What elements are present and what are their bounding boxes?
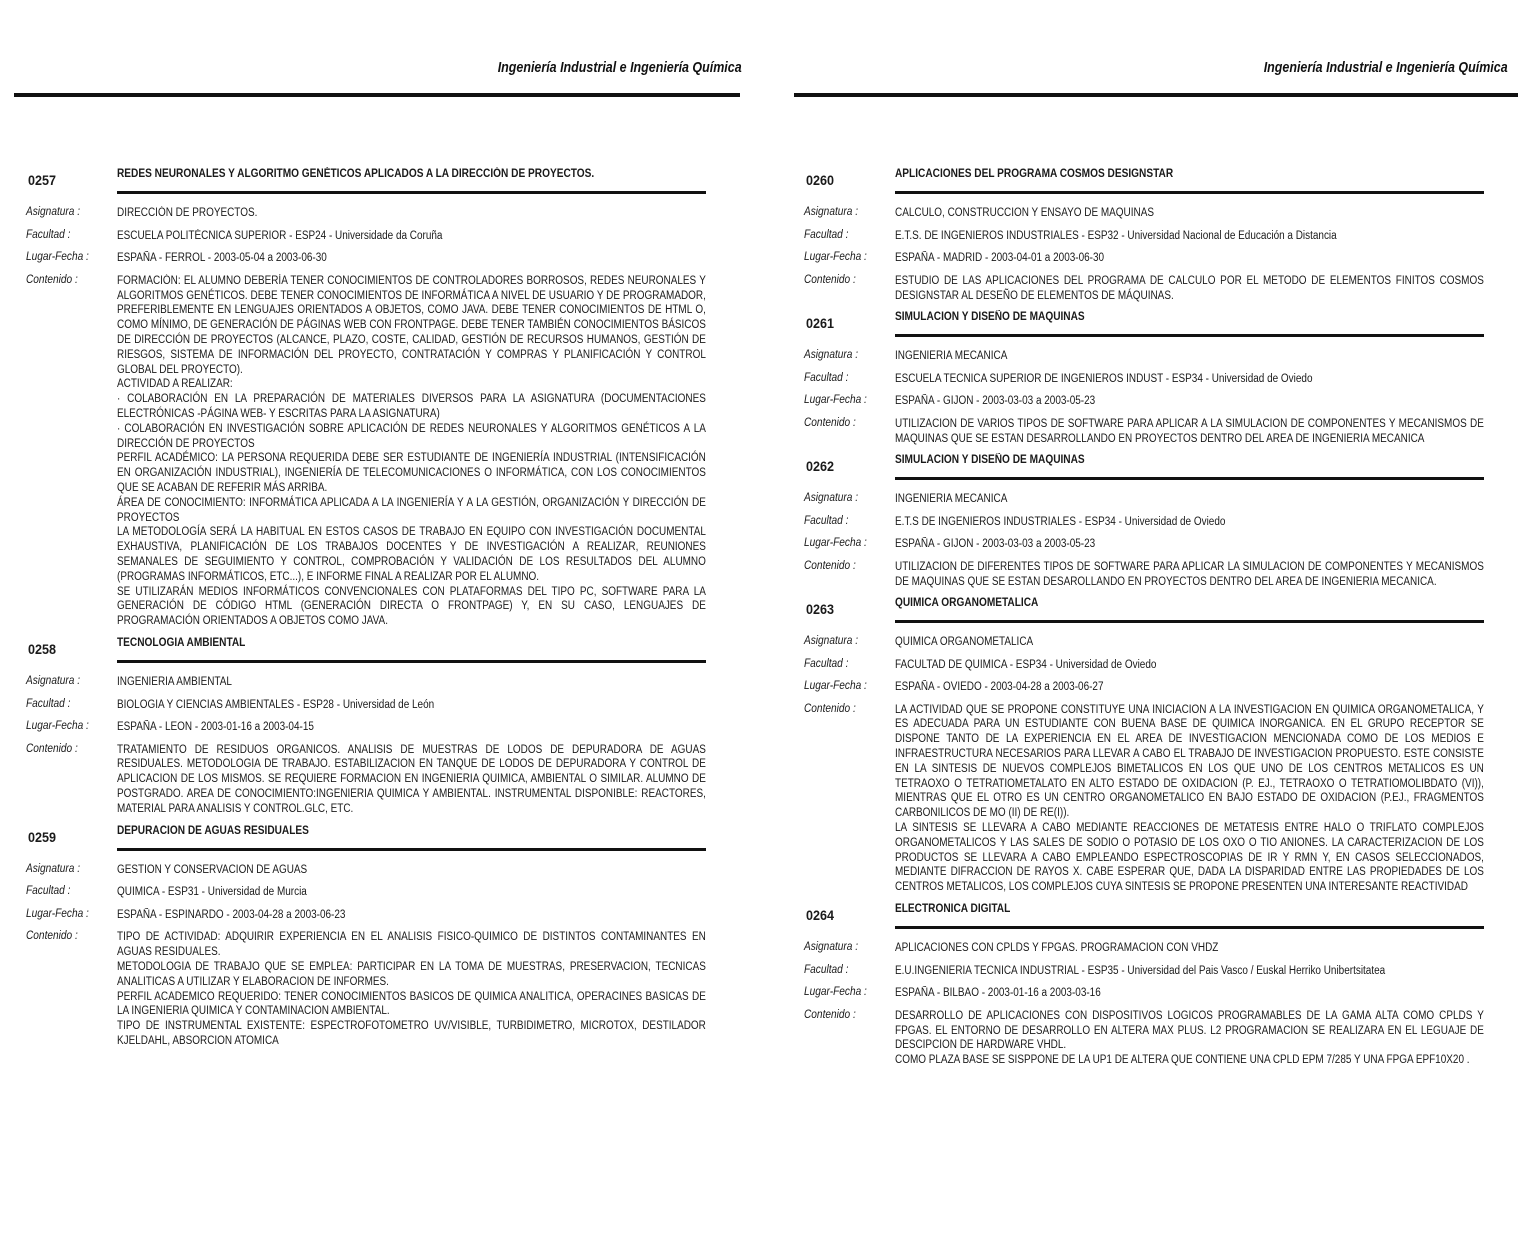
field-value: ESCUELA TECNICA SUPERIOR DE INGENIEROS INDUST - ESP34 - Universidad de Oviedo (895, 372, 1313, 385)
field-label: Asignatura : (26, 206, 81, 218)
field-label: Lugar-Fecha : (804, 251, 867, 264)
field-contenido (804, 703, 1484, 895)
field-label: Lugar-Fecha : (26, 251, 89, 264)
entry (26, 168, 706, 629)
header-rule (14, 93, 740, 97)
field-label: Asignatura : (26, 862, 81, 875)
field-facultad (26, 885, 706, 900)
field-label: Contenido : (804, 1008, 856, 1021)
field-contenido (804, 560, 1484, 590)
entry-list (26, 168, 706, 1057)
entry-rule (117, 660, 706, 663)
header-rule (794, 93, 1518, 97)
entry-title: ELECTRONICA DIGITAL (895, 903, 1011, 916)
field-lugar-fecha (804, 394, 1484, 409)
field-value: INGENIERIA MECANICA (895, 492, 1008, 505)
field-label: Facultad : (26, 697, 71, 710)
field-value: INGENIERIA MECANICA (895, 349, 1008, 362)
entry (26, 637, 706, 817)
entry (26, 825, 706, 1049)
entry-title: REDES NEURONALES Y ALGORITMO GENÉTICOS APLICADOS A LA DIRECCIÓN DE PROYECTOS. (117, 168, 595, 180)
entry-title: SIMULACION Y DISEÑO DE MAQUINAS (895, 310, 1085, 323)
entry-rule (117, 191, 706, 194)
entry-rule (117, 848, 706, 851)
field-value: ESPAÑA - BILBAO - 2003-01-16 a 2003-03-16 (895, 987, 1101, 1000)
entry-rule (895, 926, 1484, 929)
field-lugar-fecha (804, 251, 1484, 266)
field-lugar-fecha (804, 986, 1484, 1001)
field-contenido (804, 274, 1484, 304)
field-facultad (26, 698, 706, 713)
entry (804, 903, 1484, 1068)
entry (804, 597, 1484, 895)
field-value: ESPAÑA - FERROL - 2003-05-04 a 2003-06-30 (117, 252, 327, 265)
field-label: Lugar-Fecha : (26, 907, 89, 920)
field-value: ESPAÑA - GIJON - 2003-03-03 a 2003-05-23 (895, 538, 1096, 551)
field-value: ESPAÑA - MADRID - 2003-04-01 a 2003-06-30 (895, 252, 1105, 265)
field-label: Asignatura : (804, 941, 859, 954)
field-value: APLICACIONES CON CPLDS Y FPGAS. PROGRAMACION CON VHDZ (895, 942, 1219, 955)
field-label: Contenido : (804, 559, 856, 572)
field-label: Asignatura : (26, 674, 81, 687)
field-content: UTILIZACION DE VARIOS TIPOS DE SOFTWARE PARA APLICAR A LA SIMULACION DE COMPONENTES Y MECANISMOS DE MAQUINAS QUE SE ESTAN DESARROLLANDO EN PROYECTOS DENTRO DEL AREA DE INGENIERIA MECANICA (895, 417, 1484, 445)
field-label: Facultad : (804, 657, 849, 670)
entry-title: SIMULACION Y DISEÑO DE MAQUINAS (895, 453, 1085, 466)
field-facultad (26, 229, 706, 244)
field-value: QUIMICA - ESP31 - Universidad de Murcia (117, 886, 307, 899)
field-content: LA ACTIVIDAD QUE SE PROPONE CONSTITUYE UNA INICIACION A LA INVESTIGACION EN QUIMICA ORGANOMETALICA, Y ES ADECUADA PARA UN ESTUDIANTE CON BUENA BASE DE QUIMICA INORGANICA. EN EL GRUPO RECEPTOR SE DISPONE TANTO DE LA EXPERIENCIA EN EL AREA DE INVESTIGACION MENCIONADA COMO DE LOS MEDIOS E INFRAESTRUCTURA NECESARIOS PARA LLEVAR A CABO EL TRABAJO DE INVESTIGACION PROPUESTO. ESTE CONSISTE EN LA SINTESIS DE NUEVOS COMPLEJOS BIMETALICOS EN LOS QUE UNO DE LOS CENTROS METALICOS ES UN TETRAOXO O TETRATIOMETALATO EN ALTO ESTADO DE OXIDACION (P. EJ., TETRAOXO O TETRATIOMOLIBDATO (VI)), MIENTRAS QUE EL OTRO ES UN CENTRO ORGANOMETALICO EN BAJO ESTADO DE OXIDACION (P.EJ., FRAGMENTOS CARBONILICOS DE MO (II) DE RE(I)). LA SINTESIS SE LLEVARA A CABO MEDIANTE REACCIONES DE METATESIS ENTRE HALO O TRIFLATO COMPLEJOS ORGANOMETALICOS Y LAS SALES DE SODIO O POTASIO DE LOS OXO O TIO ANIONES. LA CARACTERIZACION DE LOS PRODUCTOS SE LLEVARA A CABO EMPLEANDO ESPECTROSCOPIAS DE IR Y RMN Y, EN CASOS SELECCIONADOS, MEDIANTE DIFRACCION DE RAYOS X. CABE ESPERAR QUE, DADA LA DISPARIDAD ENTRE LAS PROPIEDADES DE LOS CENTROS METALICOS, LOS COMPLEJOS CUYA SINTESIS SE PROPONE PRESENTEN UNA INTERESANTE REACTIVIDAD (895, 703, 1484, 894)
entry (804, 311, 1484, 446)
entry (804, 168, 1484, 303)
page-header-title: Ingeniería Industrial e Ingeniería Química (498, 60, 742, 76)
field-asignatura (804, 349, 1484, 364)
entry-rule (895, 477, 1484, 480)
field-lugar-fecha (26, 908, 706, 923)
entry-rule (895, 191, 1484, 194)
field-label: Asignatura : (804, 491, 859, 504)
field-value: E.T.S. DE INGENIEROS INDUSTRIALES - ESP32 - Universidad Nacional de Educación a Distancia (895, 229, 1337, 242)
field-content: FORMACIÓN: EL ALUMNO DEBERÍA TENER CONOCIMIENTOS DE CONTROLADORES BORROSOS, REDES NEURONALES Y ALGORITMOS GENÉTICOS. DEBE TENER CONOCIMIENTOS DE INFORMÁTICA A NIVEL DE USUARIO Y DE PROGRAMADOR, PREFERIBLEMENTE EN LENGUAJES ORIENTADOS A OBJETOS, COMO JAVA. DEBE TENER CONOCIMIENTOS DE HTML O, COMO MÍNIMO, DE GENERACIÓN DE PÁGINAS WEB CON FRONTPAGE. DEBE TENER TAMBIÉN CONOCIMIENTOS BÁSICOS DE DIRECCIÓN DE PROYECTOS (ALCANCE, PLAZO, COSTE, CALIDAD, GESTIÓN DE RECURSOS HUMANOS, GESTIÓN DE RIESGOS, SISTEMA DE INFORMACIÓN DEL PROYECTO, CONTRATACIÓN Y COMPRAS Y PLANIFICACIÓN Y CONTROL GLOBAL DEL PROYECTO). ACTIVIDAD A REALIZAR: · COLABORACIÓN EN LA PREPARACIÓN DE MATERIALES DIVERSOS PARA LA ASIGNATURA (DOCUMENTACIONES ELECTRÓNICAS -PÁGINA WEB- Y ESCRITAS PARA LA ASIGNATURA) · COLABORACIÓN EN INVESTIGACIÓN SOBRE APLICACIÓN DE REDES NEURONALES Y ALGORITMOS GENÉTICOS A LA DIRECCIÓN DE PROYECTOS PERFIL ACADÉMICO: LA PERSONA REQUERIDA DEBE SER ESTUDIANTE DE INGENIERÍA INDUSTRIAL (INTENSIFICACIÓN EN ORGANIZACIÓN INDUSTRIAL), INGENIERÍA DE TELECOMUNICACIONES O INFORMÁTICA, CON LOS CONOCIMIENTOS QUE SE ACABAN DE REFERIR MÁS ARRIBA. ÁREA DE CONOCIMIENTO: INFORMÁTICA APLICADA A LA INGENIERÍA Y A LA GESTIÓN, ORGANIZACIÓN Y DIRECCIÓN DE PROYECTOS LA METODOLOGÍA SERÁ LA HABITUAL EN ESTOS CASOS DE TRABAJO EN EQUIPO CON INVESTIGACIÓN DOCUMENTAL EXHAUSTIVA, PLANIFICACIÓN DE LOS TRABAJOS DOCENTES Y DE INVESTIGACIÓN A REALIZAR, REUNIONES SEMANALES DE SEGUIMIENTO Y CONTROL, COMPROBACIÓN Y VALIDACIÓN DE LOS RESULTADOS DEL ALUMNO (PROGRAMAS INFORMÁTICOS, ETC...), E INFORME FINAL A REALIZAR POR EL ALUMNO. SE UTILIZARÁN MEDIOS INFORMÁTICOS CONVENCIONALES CON PLATAFORMAS DEL TIPO PC, SOFTWARE PARA LA GENERACIÓN DE CÓDIGO HTML (GENERACIÓN DIRECTA O FRONTPAGE) Y, EN SU CASO, LENGUAJES DE PROGRAMACIÓN ORIENTADOS A OBJETOS COMO JAVA. (117, 274, 706, 628)
entry-title: DEPURACION DE AGUAS RESIDUALES (117, 824, 309, 837)
right-page (780, 0, 1532, 1238)
field-label: Contenido : (26, 930, 78, 943)
entry-number: 0263 (806, 600, 835, 617)
field-value: INGENIERIA AMBIENTAL (117, 675, 232, 688)
field-value: BIOLOGIA Y CIENCIAS AMBIENTALES - ESP28 - Universidad de León (117, 698, 435, 711)
field-content: ESTUDIO DE LAS APLICACIONES DEL PROGRAMA DE CALCULO POR EL METODO DE ELEMENTOS FINITOS COSMOS DESIGNSTAR AL DESEÑO DE ELEMENTOS DE MÁQUINAS. (895, 274, 1484, 302)
field-asignatura (804, 492, 1484, 507)
field-label: Lugar-Fecha : (804, 680, 867, 693)
field-label: Facultad : (804, 963, 849, 976)
field-facultad (804, 658, 1484, 673)
field-label: Contenido : (26, 742, 78, 755)
field-lugar-fecha (804, 680, 1484, 695)
field-value: QUIMICA ORGANOMETALICA (895, 635, 1034, 648)
field-lugar-fecha (26, 251, 706, 266)
field-label: Lugar-Fecha : (804, 986, 867, 999)
field-contenido (804, 417, 1484, 447)
field-label: Facultad : (804, 371, 849, 384)
field-value: ESPAÑA - GIJON - 2003-03-03 a 2003-05-23 (895, 395, 1096, 408)
field-facultad (804, 964, 1484, 979)
field-label: Lugar-Fecha : (804, 537, 867, 550)
field-asignatura (26, 863, 706, 878)
field-label: Contenido : (804, 702, 856, 715)
field-content: UTILIZACION DE DIFERENTES TIPOS DE SOFTWARE PARA APLICAR LA SIMULACION DE COMPONENTES Y MECANISMOS DE MAQUINAS QUE SE ESTAN DESAROLLANDO EN PROYECTOS DENTRO DEL AREA DE INGENIERIA MECANICA. (895, 560, 1484, 588)
field-asignatura (26, 206, 706, 221)
field-lugar-fecha (804, 537, 1484, 552)
field-content: DESARROLLO DE APLICACIONES CON DISPOSITIVOS LOGICOS PROGRAMABLES DE LA GAMA ALTA COMO CPLDS Y FPGAS. EL ENTORNO DE DESARROLLO EN ALTERA MAX PLUS. L2 PROGRAMACION SE REALIZARA EN EL LEGUAJE DE DESCIPCION DE HARDWARE VHDL. COMO PLAZA BASE SE SISPPONE DE LA UP1 DE ALTERA QUE CONTIENE UNA CPLD EPM 7/285 Y UNA FPGA EPF10X20 . (895, 1009, 1484, 1067)
page-header-title: Ingeniería Industrial e Ingeniería Química (1264, 60, 1508, 76)
field-label: Lugar-Fecha : (804, 394, 867, 407)
field-asignatura (804, 635, 1484, 650)
field-value: FACULTAD DE QUIMICA - ESP34 - Universidad de Oviedo (895, 658, 1157, 671)
field-label: Facultad : (804, 228, 849, 241)
entry-number: 0262 (806, 457, 835, 474)
field-label: Lugar-Fecha : (26, 720, 89, 733)
field-contenido (26, 743, 706, 817)
field-value: DIRECCIÓN DE PROYECTOS. (117, 207, 258, 219)
field-value: ESPAÑA - OVIEDO - 2003-04-28 a 2003-06-27 (895, 681, 1104, 694)
field-contenido (804, 1009, 1484, 1068)
field-asignatura (26, 675, 706, 690)
field-facultad (804, 515, 1484, 530)
entry-rule (895, 334, 1484, 337)
field-label: Facultad : (26, 885, 71, 898)
entry-list (804, 168, 1484, 1076)
field-contenido (26, 930, 706, 1048)
field-label: Asignatura : (804, 634, 859, 647)
entry (804, 454, 1484, 589)
entry-title: QUIMICA ORGANOMETALICA (895, 596, 1039, 609)
entry-number: 0261 (806, 314, 835, 331)
entry-number: 0264 (806, 907, 835, 924)
field-facultad (804, 229, 1484, 244)
field-label: Asignatura : (804, 206, 859, 218)
field-value: ESPAÑA - LEON - 2003-01-16 a 2003-04-15 (117, 721, 314, 734)
field-value: ESCUELA POLITÉCNICA SUPERIOR - ESP24 - Universidade da Coruña (117, 229, 443, 242)
field-value: E.T.S DE INGENIEROS INDUSTRIALES - ESP34 - Universidad de Oviedo (895, 515, 1226, 528)
field-value: CALCULO, CONSTRUCCION Y ENSAYO DE MAQUINAS (895, 207, 1154, 219)
field-label: Contenido : (804, 416, 856, 429)
field-label: Contenido : (804, 273, 856, 286)
entry-rule (895, 620, 1484, 623)
field-value: E.U.INGENIERIA TECNICA INDUSTRIAL - ESP35 - Universidad del Pais Vasco / Euskal Herriko Unibertsitatea (895, 964, 1386, 977)
field-value: ESPAÑA - ESPINARDO - 2003-04-28 a 2003-06-23 (117, 908, 346, 921)
field-content: TRATAMIENTO DE RESIDUOS ORGANICOS. ANALISIS DE MUESTRAS DE LODOS DE DEPURADORA DE AGUAS RESIDUALES. METODOLOGIA DE TRABAJO. ESTABILIZACION EN TANQUE DE LODOS DE DEPURADORA Y CONTROL DE APLICACION DE LOS MISMOS. SE REQUIERE FORMACION EN INGENIERIA QUIMICA, AMBIENTAL O SIMILAR. ALUMNO DE POSTGRADO. AREA DE CONOCIMIENTO:INGENIERIA QUIMICA Y AMBIENTAL. INSTRUMENTAL DISPONIBLE: REACTORES, MATERIAL PARA ANALISIS Y CONTROL.GLC, ETC. (117, 743, 706, 815)
entry-number: 0257 (28, 172, 57, 188)
field-content: TIPO DE ACTIVIDAD: ADQUIRIR EXPERIENCIA EN EL ANALISIS FISICO-QUIMICO DE DISTINTOS CONTAMINANTES EN AGUAS RESIDUALES. METODOLOGIA DE TRABAJO QUE SE EMPLEA: PARTICIPAR EN LA TOMA DE MUESTRAS, PRESERVACION, TECNICAS ANALITICAS A UTILIZAR Y ELABORACION DE INFORMES. PERFIL ACADEMICO REQUERIDO: TENER CONOCIMIENTOS BASICOS DE QUIMICA ANALITICA, OPERACINES BASICAS DE LA INGENIERIA QUIMICA Y CONTAMINACION AMBIENTAL. TIPO DE INSTRUMENTAL EXISTENTE: ESPECTROFOTOMETRO UV/VISIBLE, TURBIDIMETRO, MICROTOX, DESTILADOR KJELDAHL, ABSORCION ATOMICA (117, 931, 706, 1048)
entry-number: 0258 (28, 640, 57, 657)
entry-number: 0260 (806, 172, 835, 188)
field-asignatura (804, 206, 1484, 221)
field-label: Facultad : (804, 514, 849, 527)
entry-title: TECNOLOGIA AMBIENTAL (117, 636, 246, 649)
field-facultad (804, 372, 1484, 387)
entry-title: APLICACIONES DEL PROGRAMA COSMOS DESIGNSTAR (895, 168, 1174, 180)
field-asignatura (804, 941, 1484, 956)
field-label: Contenido : (26, 273, 78, 286)
entry-number: 0259 (28, 828, 57, 845)
field-contenido (26, 274, 706, 629)
field-label: Asignatura : (804, 348, 859, 361)
field-value: GESTION Y CONSERVACION DE AGUAS (117, 863, 308, 876)
field-label: Facultad : (26, 228, 71, 241)
field-lugar-fecha (26, 720, 706, 735)
